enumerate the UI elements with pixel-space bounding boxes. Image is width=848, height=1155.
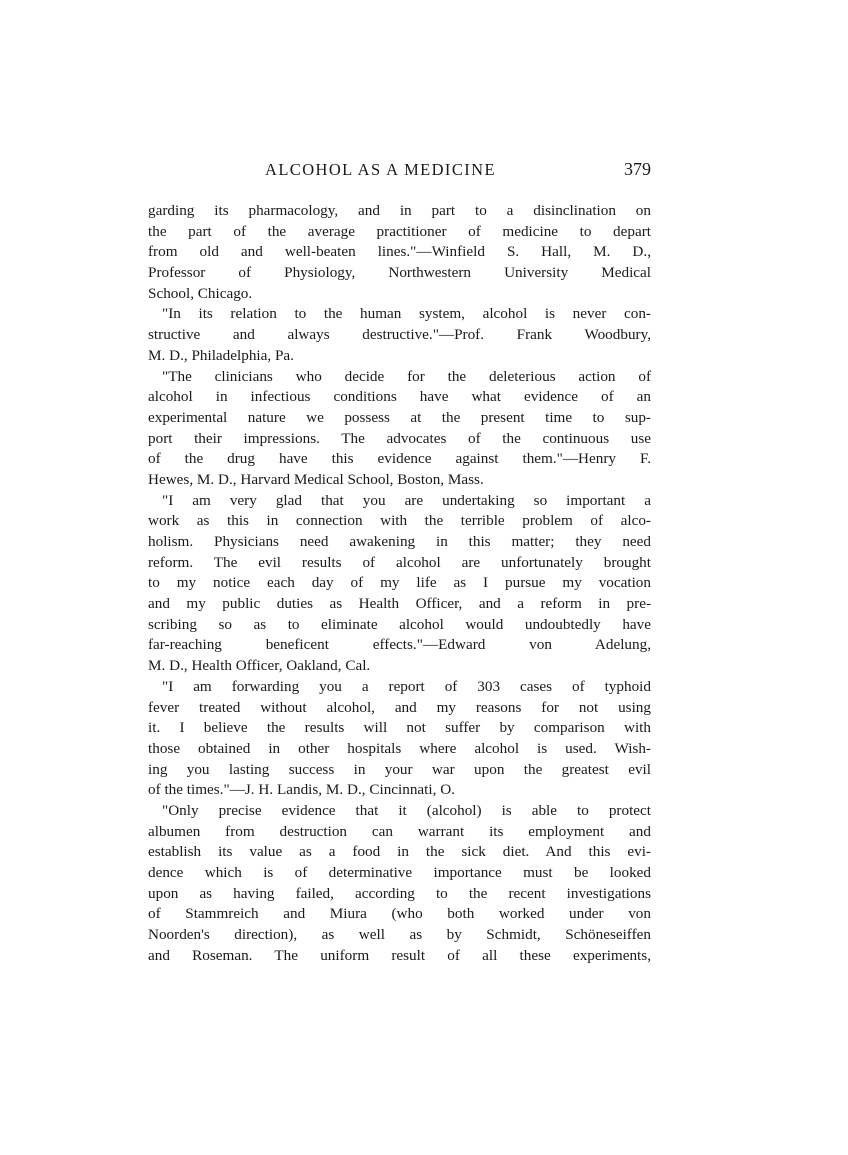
text-line: from old and well-beaten lines."—Winfield S. Hall, M. D., [148,243,651,261]
text-line: holism. Physicians need awakening in this matter; they need [148,533,651,550]
text-line: M. D., Health Officer, Oakland, Cal. [148,657,371,675]
text-line: "I am very glad that you are undertaking so important a [162,491,651,509]
text-line: port their impressions. The advocates of the continuous use [148,429,651,447]
text-line: and my public duties as Health Officer, and a reform in pre- [148,595,651,613]
text-line: of Stammreich and Miura (who both worked under von [148,905,651,923]
text-line: and Roseman. The uniform result of all these experiments, [148,946,651,964]
text-line: structive and always destructive."—Prof. Frank Woodbury, [148,326,651,344]
page-number: 379 [624,159,651,179]
text-line: "I am forwarding you a report of 303 cases of typhoid [162,677,651,695]
text-line: upon as having failed, according to the recent investigations [148,884,651,902]
text-line: "The clinicians who decide for the deleterious action of [162,367,651,385]
text-line: albumen from destruction can warrant its employment and [148,822,651,840]
text-line: alcohol in infectious conditions have what evidence of an [148,388,651,406]
text-line: Professor of Physiology, Northwestern University Medical [148,264,651,282]
text-line: the part of the average practitioner of medicine to depart [148,222,651,240]
text-line: ing you lasting success in your war upon the greatest evil [148,760,651,778]
text-line: it. I believe the results will not suffer by comparison with [148,719,651,737]
text-line: of the drug have this evidence against them."—Henry F. [148,450,651,468]
text-line: M. D., Philadelphia, Pa. [148,346,294,364]
text-line: fever treated without alcohol, and my reasons for not using [148,698,651,716]
text-line: reform. The evil results of alcohol are unfortunately brought [148,553,651,571]
text-line: dence which is of determinative importance must be looked [148,864,651,881]
text-line: School, Chicago. [148,284,253,302]
text-line: those obtained in other hospitals where alcohol is used. Wish- [148,739,651,757]
text-line: far-reaching beneficent effects."—Edward von Adelung, [148,636,651,654]
text-line: garding its pharmacology, and in part to a disinclination on [148,202,651,219]
text-line: "Only precise evidence that it (alcohol) is able to protect [162,801,651,819]
body-text [148,201,651,966]
page-header [148,160,651,184]
text-line: "In its relation to the human system, alcohol is never con- [162,305,651,323]
text-line: Noorden's direction), as well as by Schmidt, Schöneseiffen [148,926,651,944]
text-line: of the times."—J. H. Landis, M. D., Cincinnati, O. [148,781,455,799]
running-head: ALCOHOL AS A MEDICINE [265,160,496,179]
text-line: establish its value as a food in the sick diet. And this evi- [148,843,651,861]
text-line: scribing so as to eliminate alcohol would undoubtedly have [148,615,651,633]
text-line: work as this in connection with the terrible problem of alco- [148,512,651,530]
text-line: Hewes, M. D., Harvard Medical School, Boston, Mass. [148,470,484,488]
text-line: experimental nature we possess at the present time to sup- [148,408,651,426]
text-line: to my notice each day of my life as I pursue my vocation [148,574,651,592]
